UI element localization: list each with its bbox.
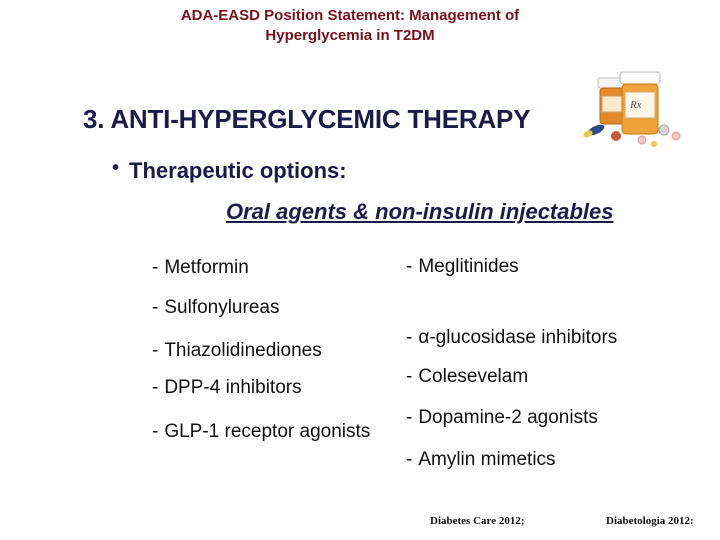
header-line-1: ADA-EASD Position Statement: Management of — [180, 7, 520, 24]
dash-icon: - — [152, 377, 159, 398]
dash-icon: - — [406, 256, 413, 277]
dash-icon: - — [406, 449, 413, 470]
list-item: - DPP-4 inhibitors — [152, 377, 302, 398]
list-item: - Thiazolidinediones — [152, 340, 322, 361]
list-item: - Colesevelam — [406, 366, 529, 387]
slide-header — [0, 6, 700, 46]
header-line-2: Hyperglycemia in T2DM — [265, 27, 435, 44]
dash-icon: - — [152, 421, 159, 442]
dash-icon: - — [406, 366, 413, 387]
dash-icon: - — [152, 340, 159, 361]
pill-bottles-icon — [580, 70, 690, 150]
list-item: - Amylin mimetics — [406, 449, 556, 470]
list-item: - Dopamine-2 agonists — [406, 407, 598, 428]
list-item: - GLP-1 receptor agonists — [152, 421, 371, 442]
reference-right: Diabetologia 2012: — [606, 515, 694, 527]
list-item: - Meglitinides — [406, 256, 519, 277]
slide-title: 3. ANTI-HYPERGLYCEMIC THERAPY — [83, 104, 531, 134]
therapeutic-options-bullet — [112, 158, 347, 184]
rx-label: Rx — [630, 99, 642, 111]
subtitle: Oral agents & non-insulin injectables — [226, 199, 614, 224]
list-item: - α-glucosidase inhibitors — [406, 327, 618, 348]
bullet-text: Therapeutic options: — [129, 158, 347, 183]
list-item: - Metformin — [152, 257, 249, 278]
dash-icon: - — [406, 407, 413, 428]
dash-icon: - — [152, 257, 159, 278]
dash-icon: - — [152, 297, 159, 318]
list-item: - Sulfonylureas — [152, 297, 280, 318]
reference-left: Diabetes Care 2012; — [430, 515, 525, 527]
dash-icon: - — [406, 327, 413, 348]
bullet-dot-icon: • — [112, 156, 120, 179]
